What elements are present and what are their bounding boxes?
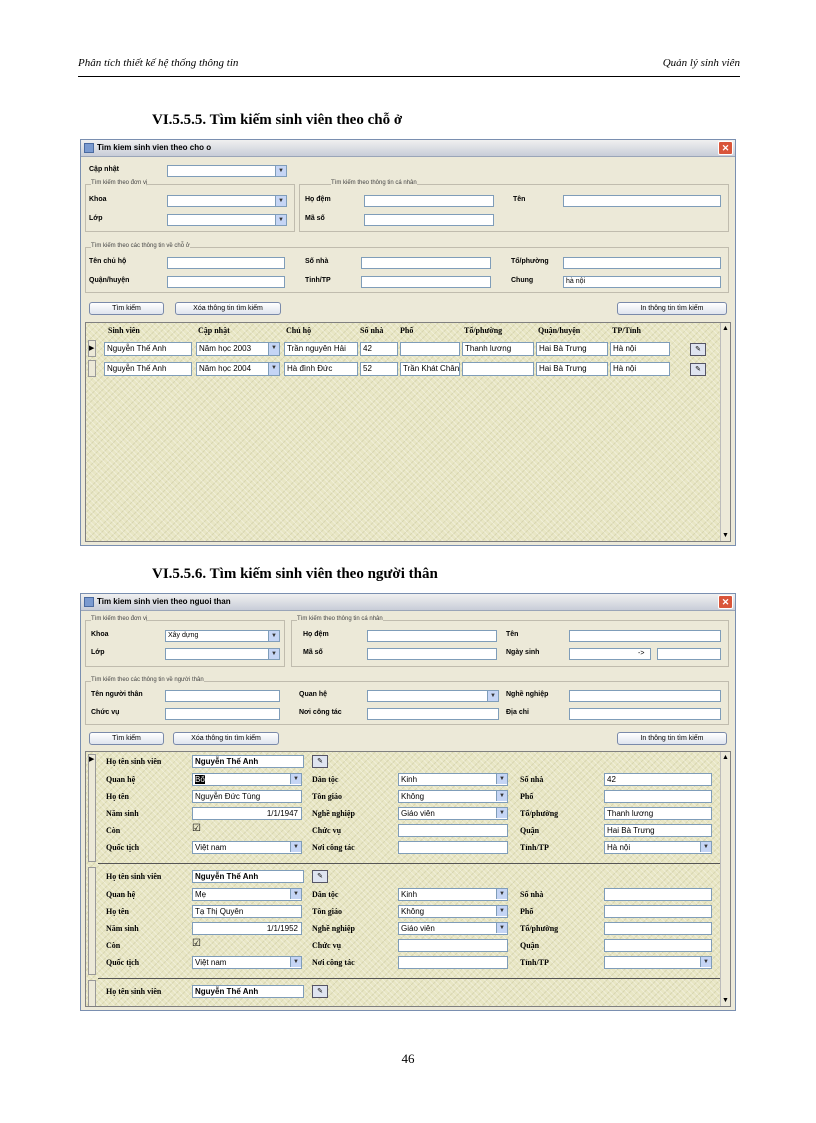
- ten-chu-ho-input[interactable]: [167, 257, 285, 269]
- noi-cong-tac-label: Nơi công tác: [312, 843, 355, 852]
- window-cho-o: [80, 139, 736, 546]
- chevron-down-icon[interactable]: ▼: [275, 166, 286, 176]
- group-don-vi-label: Tìm kiếm theo đơn vị: [91, 180, 148, 186]
- con-label: Còn: [106, 826, 121, 835]
- nghe-nghiep-select[interactable]: Giáo viên ▼: [398, 922, 508, 935]
- group-cho-o-label: Tìm kiếm theo các thông tin về chỗ ở: [91, 243, 190, 249]
- chevron-down-icon[interactable]: ▼: [496, 791, 507, 801]
- chevron-down-icon[interactable]: ▼: [268, 363, 279, 375]
- ten-label: Tên: [506, 631, 519, 638]
- ho-ten-value[interactable]: Tạ Thị Quyên: [192, 905, 302, 918]
- cell-tp-tinh[interactable]: Hà nội: [610, 342, 670, 356]
- chevron-down-icon[interactable]: ▼: [487, 691, 498, 701]
- ma-so-input[interactable]: [367, 648, 497, 660]
- noi-cong-tac-label: Nơi công tác: [299, 709, 342, 716]
- page-number: 46: [401, 1051, 415, 1066]
- col-header-cap-nhat: Cập nhật: [198, 326, 230, 335]
- dan-toc-select[interactable]: Kinh ▼: [398, 773, 508, 786]
- so-nha-value[interactable]: [604, 888, 712, 901]
- quan-he-label: Quan hệ: [299, 691, 328, 698]
- record-divider: [98, 978, 720, 979]
- quan-he-label: Quan hệ: [106, 775, 136, 784]
- tinh-tp-select[interactable]: [604, 956, 712, 969]
- ten-input[interactable]: [563, 195, 721, 207]
- cell-to-phuong[interactable]: Thanh lương: [462, 342, 534, 356]
- edit-icon[interactable]: ✎: [312, 985, 328, 998]
- scroll-up-icon[interactable]: ▲: [722, 754, 729, 761]
- noi-cong-tac-label: Nơi công tác: [312, 958, 355, 967]
- quan-label: Quận: [520, 826, 540, 835]
- edit-icon[interactable]: ✎: [690, 363, 706, 376]
- col-header-so-nha: Số nhà: [360, 326, 384, 335]
- clear-button[interactable]: Xóa thông tin tìm kiếm: [173, 732, 279, 745]
- header-rule: [78, 76, 740, 77]
- nghe-nghiep-input[interactable]: [569, 690, 721, 702]
- ten-nguoi-than-input[interactable]: [165, 690, 280, 702]
- vertical-scrollbar[interactable]: [720, 323, 730, 541]
- cell-chu-ho[interactable]: Trần nguyên Hải: [284, 342, 358, 356]
- to-phuong-value[interactable]: [604, 922, 712, 935]
- ho-ten-sv-label: Họ tên sinh viên: [106, 757, 162, 766]
- col-header-pho: Phố: [400, 326, 414, 335]
- quan-value[interactable]: [604, 939, 712, 952]
- cell-pho[interactable]: [400, 342, 460, 356]
- ten-nguoi-than-label: Tên người thân: [91, 691, 143, 698]
- cell-so-nha[interactable]: 52: [360, 362, 398, 376]
- ton-giao-select[interactable]: Không ▼: [398, 905, 508, 918]
- ho-ten-label: Họ tên: [106, 907, 129, 916]
- window-icon: [84, 597, 94, 607]
- noi-cong-tac-value[interactable]: [398, 956, 508, 969]
- tinh-tp-select[interactable]: Hà nội ▼: [604, 841, 712, 854]
- col-header-sinh-vien: Sinh viên: [108, 326, 140, 335]
- ho-ten-sv-label: Họ tên sinh viên: [106, 872, 162, 881]
- noi-cong-tac-value[interactable]: [398, 841, 508, 854]
- form-body: [81, 157, 735, 545]
- ho-ten-sv-value[interactable]: Nguyễn Thế Anh: [192, 870, 304, 883]
- results-grid: [85, 322, 731, 542]
- dan-toc-label: Dân tộc: [312, 775, 339, 784]
- pho-label: Phố: [520, 907, 534, 916]
- nghe-nghiep-label: Nghề nghiệp: [506, 691, 549, 698]
- quan-he-label: Quan hệ: [106, 890, 136, 899]
- chevron-down-icon[interactable]: ▼: [268, 649, 279, 659]
- col-header-to-phuong: Tổ/phường: [464, 326, 503, 335]
- pho-value[interactable]: [604, 905, 712, 918]
- chevron-down-icon[interactable]: ▼: [496, 923, 507, 933]
- quoc-tich-label: Quốc tịch: [106, 843, 140, 852]
- quoc-tich-label: Quốc tịch: [106, 958, 140, 967]
- scroll-down-icon[interactable]: ▼: [722, 997, 729, 1004]
- pho-label: Phố: [520, 792, 534, 801]
- quan-he-select[interactable]: Bố ▼: [192, 773, 302, 786]
- con-checkbox[interactable]: ☑: [192, 823, 201, 834]
- group-nguoi-than-label: Tìm kiếm theo các thông tin về người thân: [91, 677, 204, 683]
- chevron-down-icon[interactable]: ▼: [290, 889, 301, 899]
- ngay-sinh-label: Ngày sinh: [506, 649, 540, 656]
- section2-title: VI.5.5.6. Tìm kiếm sinh viên theo người thân: [152, 566, 438, 582]
- col-header-tp-tinh: TP/Tỉnh: [612, 326, 641, 335]
- ho-ten-sv-value[interactable]: Nguyễn Thế Anh: [192, 985, 304, 998]
- record-selector[interactable]: [88, 980, 96, 1007]
- record-divider: [98, 863, 720, 864]
- quan-value[interactable]: Hai Bà Trưng: [604, 824, 712, 837]
- chevron-down-icon[interactable]: ▼: [496, 889, 507, 899]
- cell-quan-huyen[interactable]: Hai Bà Trưng: [536, 362, 608, 376]
- close-icon[interactable]: ✕: [718, 141, 733, 155]
- lop-label: Lớp: [91, 649, 105, 656]
- dan-toc-label: Dân tộc: [312, 890, 339, 899]
- ma-so-label: Mã số: [305, 215, 325, 222]
- chevron-down-icon[interactable]: ▼: [700, 842, 711, 852]
- ton-giao-select[interactable]: Không ▼: [398, 790, 508, 803]
- chuc-vu-value[interactable]: [398, 824, 508, 837]
- title-bar: [81, 594, 735, 611]
- dia-chi-label: Địa chỉ: [506, 709, 529, 716]
- record-selector-arrow[interactable]: ▶: [88, 754, 96, 862]
- results-grid: [85, 751, 731, 1007]
- ma-so-input[interactable]: [364, 214, 494, 226]
- nam-sinh-value[interactable]: 1/1/1952: [192, 922, 302, 935]
- so-nha-label: Số nhà: [520, 890, 544, 899]
- edit-icon[interactable]: ✎: [312, 870, 328, 883]
- cell-cap-nhat[interactable]: Năm học 2004 ▼: [196, 362, 280, 376]
- edit-icon[interactable]: ✎: [690, 343, 706, 356]
- chevron-down-icon[interactable]: ▼: [496, 906, 507, 916]
- chevron-down-icon[interactable]: ▼: [275, 215, 286, 225]
- ten-input[interactable]: [569, 630, 721, 642]
- quan-he-select[interactable]: [367, 690, 499, 702]
- lop-select[interactable]: [167, 214, 287, 226]
- edit-icon[interactable]: ✎: [312, 755, 328, 768]
- ho-dem-input[interactable]: [367, 630, 497, 642]
- chevron-down-icon[interactable]: ▼: [290, 842, 301, 852]
- close-icon[interactable]: ✕: [718, 595, 733, 609]
- khoa-select[interactable]: [167, 195, 287, 207]
- ten-label: Tên: [513, 196, 526, 203]
- cell-sinh-vien[interactable]: Nguyễn Thế Anh: [104, 342, 192, 356]
- nghe-nghiep-label: Nghề nghiệp: [312, 924, 355, 933]
- quoc-tich-select[interactable]: Việt nam ▼: [192, 841, 302, 854]
- window-title: Tim kiem sinh vien theo nguoi than: [97, 597, 231, 606]
- window-title: Tim kiem sinh vien theo cho o: [97, 143, 212, 152]
- ho-dem-label: Họ đệm: [303, 631, 329, 638]
- ho-ten-label: Họ tên: [106, 792, 129, 801]
- quan-huyen-input[interactable]: [167, 276, 285, 288]
- nghe-nghiep-select[interactable]: Giáo viên ▼: [398, 807, 508, 820]
- chevron-down-icon[interactable]: ▼: [700, 957, 711, 967]
- header-right: Quản lý sinh viên: [662, 57, 740, 69]
- quan-he-select[interactable]: Mẹ ▼: [192, 888, 302, 901]
- record-selector-arrow[interactable]: ▶: [88, 340, 96, 357]
- clear-button[interactable]: Xóa thông tin tìm kiếm: [175, 302, 281, 315]
- quan-huyen-label: Quận/huyện: [89, 277, 130, 284]
- record-selector[interactable]: [88, 360, 96, 377]
- chung-label: Chung: [511, 277, 534, 284]
- ten-chu-ho-label: Tên chủ hộ: [89, 258, 127, 265]
- quoc-tich-select[interactable]: Việt nam ▼: [192, 956, 302, 969]
- cap-nhat-label: Cập nhật: [89, 166, 119, 173]
- col-header-chu-ho: Chủ hộ: [286, 326, 312, 335]
- cell-to-phuong[interactable]: [462, 362, 534, 376]
- nam-sinh-label: Năm sinh: [106, 809, 139, 818]
- tinh-tp-label: Tỉnh/TP: [305, 277, 331, 284]
- ma-so-label: Mã số: [303, 649, 323, 656]
- con-checkbox[interactable]: ☑: [192, 938, 201, 949]
- dan-toc-select[interactable]: Kinh ▼: [398, 888, 508, 901]
- cell-tp-tinh[interactable]: Hà nội: [610, 362, 670, 376]
- ho-ten-value[interactable]: Nguyễn Đức Tùng: [192, 790, 302, 803]
- to-phuong-value[interactable]: Thanh lương: [604, 807, 712, 820]
- group-ca-nhan-label: Tìm kiếm theo thông tin cá nhân: [331, 180, 417, 186]
- chevron-down-icon[interactable]: ▼: [268, 631, 279, 641]
- chung-input[interactable]: hà nội: [563, 276, 721, 288]
- so-nha-value[interactable]: 42: [604, 773, 712, 786]
- lop-label: Lớp: [89, 215, 103, 222]
- chuc-vu-value[interactable]: [398, 939, 508, 952]
- date-range-arrow: ->: [638, 650, 645, 657]
- chevron-down-icon[interactable]: ▼: [290, 957, 301, 967]
- chuc-vu-label: Chức vụ: [312, 826, 342, 835]
- ho-ten-sv-value[interactable]: Nguyễn Thế Anh: [192, 755, 304, 768]
- header-left: Phân tích thiết kế hệ thống thông tin: [78, 57, 239, 69]
- group-don-vi-label: Tìm kiếm theo đơn vị: [91, 616, 148, 622]
- chuc-vu-label: Chức vụ: [312, 941, 342, 950]
- nam-sinh-value[interactable]: 1/1/1947: [192, 807, 302, 820]
- nghe-nghiep-label: Nghề nghiệp: [312, 809, 355, 818]
- ngay-sinh-to-input[interactable]: [657, 648, 721, 660]
- title-bar: [81, 140, 735, 157]
- con-label: Còn: [106, 941, 121, 950]
- form-body: [81, 611, 735, 1010]
- chevron-down-icon[interactable]: ▼: [268, 343, 279, 355]
- print-button[interactable]: In thông tin tìm kiếm: [617, 302, 727, 315]
- chevron-down-icon[interactable]: ▼: [290, 774, 301, 784]
- tinh-tp-label: Tỉnh/TP: [520, 958, 549, 967]
- dia-chi-input[interactable]: [569, 708, 721, 720]
- to-phuong-label: Tổ/phường: [520, 924, 559, 933]
- chuc-vu-label: Chức vụ: [91, 709, 120, 716]
- scroll-down-icon[interactable]: ▼: [722, 532, 729, 539]
- so-nha-input[interactable]: [361, 257, 491, 269]
- cell-sinh-vien[interactable]: Nguyễn Thế Anh: [104, 362, 192, 376]
- window-nguoi-than: [80, 593, 736, 1011]
- chevron-down-icon[interactable]: ▼: [275, 196, 286, 206]
- ho-dem-input[interactable]: [364, 195, 494, 207]
- to-phuong-input[interactable]: [563, 257, 721, 269]
- khoa-label: Khoa: [91, 631, 109, 638]
- cap-nhat-select[interactable]: [167, 165, 287, 177]
- cell-quan-huyen[interactable]: Hai Bà Trưng: [536, 342, 608, 356]
- lop-select[interactable]: [165, 648, 280, 660]
- print-button[interactable]: In thông tin tìm kiếm: [617, 732, 727, 745]
- vertical-scrollbar[interactable]: [720, 752, 730, 1006]
- ho-dem-label: Họ đệm: [305, 196, 331, 203]
- scroll-up-icon[interactable]: ▲: [722, 325, 729, 332]
- ton-giao-label: Tôn giáo: [312, 792, 343, 801]
- cell-pho[interactable]: Trần Khát Chân: [400, 362, 460, 376]
- section1-title: VI.5.5.5. Tìm kiếm sinh viên theo chỗ ở: [152, 112, 403, 128]
- cell-cap-nhat[interactable]: Năm học 2003 ▼: [196, 342, 280, 356]
- ton-giao-label: Tôn giáo: [312, 907, 343, 916]
- cell-chu-ho[interactable]: Hà đình Đức: [284, 362, 358, 376]
- khoa-select[interactable]: Xây dựng ▼: [165, 630, 280, 642]
- to-phuong-label: Tổ/phường: [511, 258, 549, 265]
- to-phuong-label: Tổ/phường: [520, 809, 559, 818]
- tinh-tp-input[interactable]: [361, 276, 491, 288]
- nam-sinh-label: Năm sinh: [106, 924, 139, 933]
- window-icon: [84, 143, 94, 153]
- search-button[interactable]: Tìm kiếm: [89, 302, 164, 315]
- noi-cong-tac-input[interactable]: [367, 708, 499, 720]
- so-nha-label: Số nhà: [305, 258, 329, 265]
- chevron-down-icon[interactable]: ▼: [496, 808, 507, 818]
- col-header-quan-huyen: Quận/huyện: [538, 326, 581, 335]
- pho-value[interactable]: [604, 790, 712, 803]
- khoa-label: Khoa: [89, 196, 107, 203]
- record-selector[interactable]: [88, 867, 96, 975]
- ho-ten-sv-label: Họ tên sinh viên: [106, 987, 162, 996]
- tinh-tp-label: Tỉnh/TP: [520, 843, 549, 852]
- chuc-vu-input[interactable]: [165, 708, 280, 720]
- quan-label: Quận: [520, 941, 540, 950]
- cell-so-nha[interactable]: 42: [360, 342, 398, 356]
- so-nha-label: Số nhà: [520, 775, 544, 784]
- chevron-down-icon[interactable]: ▼: [496, 774, 507, 784]
- group-ca-nhan-label: Tìm kiếm theo thông tin cá nhân: [297, 616, 383, 622]
- search-button[interactable]: Tìm kiếm: [89, 732, 164, 745]
